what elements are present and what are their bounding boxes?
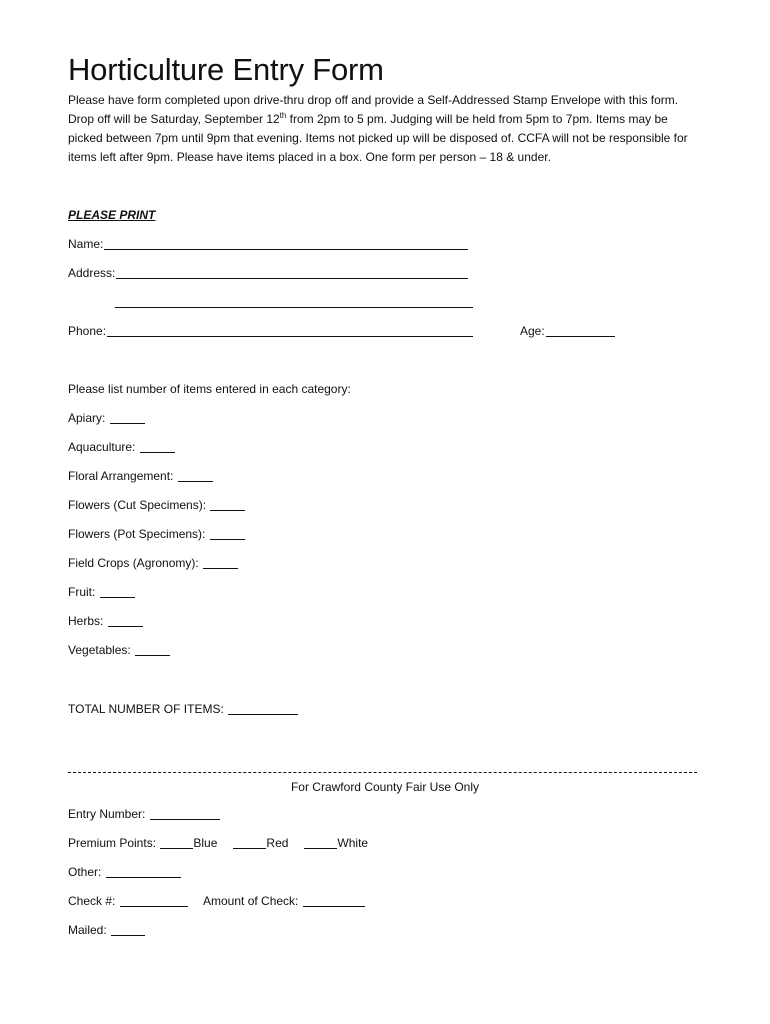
entry-number-input-line[interactable] xyxy=(150,819,220,820)
mailed-input-line[interactable] xyxy=(111,935,145,936)
check-number-row xyxy=(68,893,188,909)
address-label: Address: xyxy=(68,266,116,280)
entry-number-label: Entry Number: xyxy=(68,807,146,821)
total-items-input-line[interactable] xyxy=(228,714,298,715)
age-input-line[interactable] xyxy=(546,336,615,337)
total-items-row xyxy=(68,701,298,717)
name-label: Name: xyxy=(68,237,104,251)
category-count-line[interactable] xyxy=(210,510,245,511)
please-print-label: PLEASE PRINT xyxy=(68,208,156,222)
category-label: Aquaculture: xyxy=(68,440,136,454)
category-label: Fruit: xyxy=(68,585,96,599)
category-count-line[interactable] xyxy=(178,481,213,482)
amount-of-check-label: Amount of Check: xyxy=(203,894,299,908)
cut-line-divider xyxy=(68,772,697,773)
category-count-line[interactable] xyxy=(135,655,170,656)
category-row-vegetables xyxy=(68,642,170,658)
category-row-herbs xyxy=(68,613,143,629)
name-input-line[interactable] xyxy=(104,249,468,250)
red-points-input-line[interactable] xyxy=(233,848,266,849)
category-row-flowers-cut xyxy=(68,497,245,513)
other-label: Other: xyxy=(68,865,102,879)
name-row xyxy=(68,236,468,252)
address-row xyxy=(68,265,468,281)
category-row-fruit xyxy=(68,584,135,600)
address-input-line-1[interactable] xyxy=(116,278,468,279)
white-label: White xyxy=(337,836,369,850)
blue-points-input-line[interactable] xyxy=(160,848,193,849)
other-input-line[interactable] xyxy=(106,877,181,878)
category-label: Apiary: xyxy=(68,411,106,425)
check-number-label: Check #: xyxy=(68,894,116,908)
category-count-line[interactable] xyxy=(100,597,135,598)
category-count-line[interactable] xyxy=(108,626,143,627)
instructions-text-part-2: from 2pm to 5 pm. Judging will be held from 5pm to 7pm. Items may be picked between 7pm until 9pm that evening. Items not picked up will be disposed of. CCFA will not be responsible for items left after 9pm. Please have items placed in a box. One form per person – 18 & under. xyxy=(68,112,688,164)
entry-number-row xyxy=(68,806,220,822)
category-count-line[interactable] xyxy=(203,568,238,569)
category-label: Floral Arrangement: xyxy=(68,469,174,483)
phone-row xyxy=(68,323,473,339)
category-label: Field Crops (Agronomy): xyxy=(68,556,199,570)
check-number-input-line[interactable] xyxy=(120,906,188,907)
category-row-field-crops xyxy=(68,555,238,571)
address-row-2 xyxy=(114,294,473,310)
amount-of-check-row xyxy=(203,893,365,909)
ordinal-suffix: th xyxy=(279,111,287,120)
page-title: Horticulture Entry Form xyxy=(68,52,384,87)
category-row-flowers-pot xyxy=(68,526,245,542)
category-count-line[interactable] xyxy=(110,423,145,424)
categories-prompt: Please list number of items entered in each category: xyxy=(68,382,351,396)
address-input-line-2[interactable] xyxy=(115,307,473,308)
category-row-apiary xyxy=(68,410,145,426)
premium-points-label: Premium Points: xyxy=(68,836,157,850)
category-count-line[interactable] xyxy=(210,539,245,540)
age-row xyxy=(520,323,615,339)
phone-label: Phone: xyxy=(68,324,107,338)
blue-label: Blue xyxy=(193,836,218,850)
white-points-input-line[interactable] xyxy=(304,848,337,849)
category-label: Herbs: xyxy=(68,614,104,628)
category-row-floral-arrangement xyxy=(68,468,213,484)
mailed-row xyxy=(68,922,145,938)
category-label: Flowers (Pot Specimens): xyxy=(68,527,206,541)
phone-input-line[interactable] xyxy=(107,336,473,337)
category-count-line[interactable] xyxy=(140,452,175,453)
amount-of-check-input-line[interactable] xyxy=(303,906,365,907)
premium-points-row xyxy=(68,835,368,851)
red-label: Red xyxy=(266,836,289,850)
other-row xyxy=(68,864,181,880)
category-label: Vegetables: xyxy=(68,643,131,657)
age-label: Age: xyxy=(520,324,545,338)
category-row-aquaculture xyxy=(68,439,175,455)
please-print-heading xyxy=(68,207,155,223)
office-use-note: For Crawford County Fair Use Only xyxy=(290,780,480,794)
instructions-text-part-1: Please have form completed upon drive-thru drop off and provide a Self-Addressed Stamp Envelope with this form. Drop off will be Saturday, September 12 xyxy=(68,93,679,126)
category-label: Flowers (Cut Specimens): xyxy=(68,498,207,512)
mailed-label: Mailed: xyxy=(68,923,107,937)
instructions-paragraph xyxy=(68,91,698,167)
total-items-label: TOTAL NUMBER OF ITEMS: xyxy=(68,702,224,716)
